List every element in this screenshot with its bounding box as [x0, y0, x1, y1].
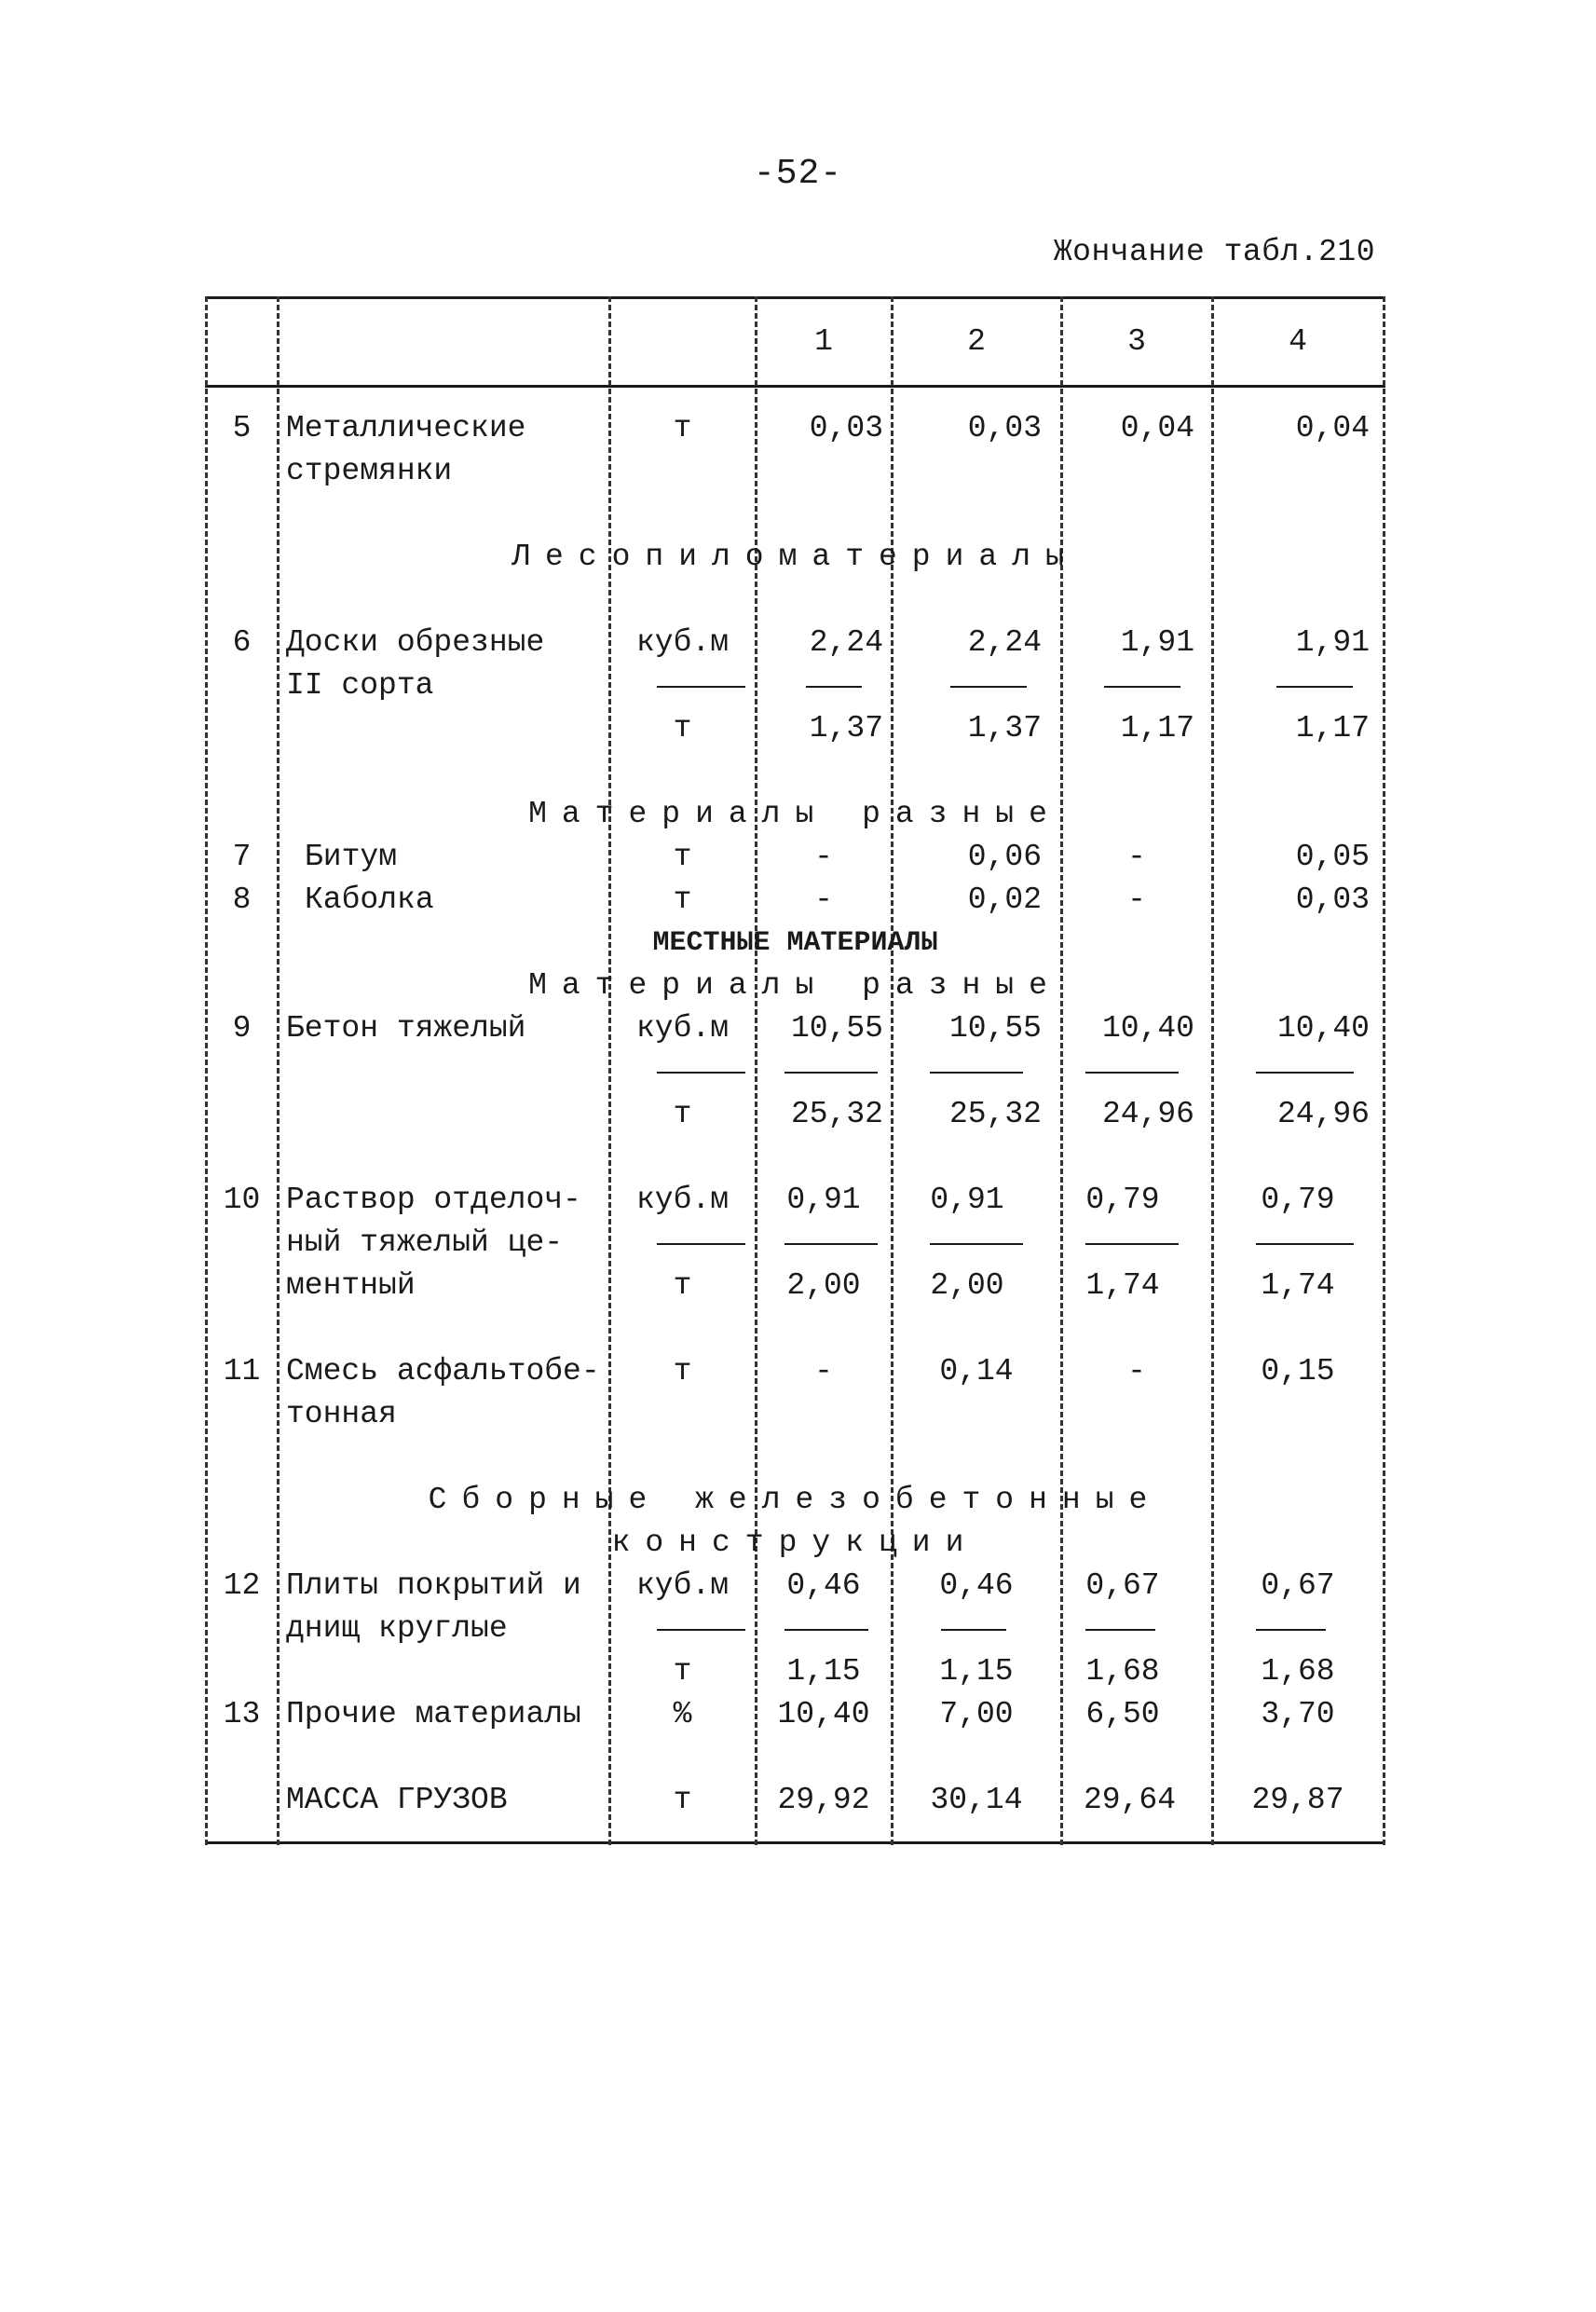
column-divider: [205, 296, 208, 1845]
fraction-bar: [930, 1072, 1023, 1074]
value-col-2: 1,37: [967, 711, 1042, 746]
section-heading: Материалы разные: [528, 797, 1062, 831]
row-number: 9: [232, 1011, 252, 1046]
value-col-1: 2,24: [809, 625, 883, 660]
value-col-1: -: [814, 882, 833, 917]
row-name: Прочие материалы: [286, 1697, 581, 1731]
value-col-1: 1,15: [786, 1654, 861, 1689]
fraction-bar: [657, 1629, 745, 1631]
value-col-2: 10,55: [948, 1011, 1042, 1046]
section-heading: МЕСТНЫЕ МАТЕРИАЛЫ: [652, 927, 938, 959]
value-col-4: 10,40: [1276, 1011, 1370, 1046]
fraction-bar: [1104, 686, 1180, 688]
value-col-2: 2,00: [930, 1268, 1004, 1303]
value-col-4: 0,04: [1295, 411, 1370, 445]
row-number: 12: [223, 1568, 261, 1603]
section-heading: Сборные железобетонные: [428, 1483, 1163, 1517]
value-col-4: 1,91: [1295, 625, 1370, 660]
column-divider: [608, 296, 611, 1845]
fraction-bar: [1085, 1243, 1179, 1245]
row-name: Смесь асфальтобе-: [286, 1354, 600, 1389]
value-col-1: 10,40: [777, 1697, 870, 1731]
row-name: Каболка: [305, 882, 434, 917]
value-col-4: 0,67: [1261, 1568, 1335, 1603]
row-number: 11: [223, 1354, 261, 1389]
header-col-3: 3: [1127, 324, 1146, 359]
fraction-bar: [1276, 686, 1353, 688]
value-col-3: 1,68: [1085, 1654, 1160, 1689]
value-col-4: 0,79: [1261, 1183, 1335, 1217]
value-col-1: 0,03: [809, 411, 883, 445]
column-divider: [277, 296, 280, 1845]
materials-table: [205, 296, 1385, 1862]
fraction-bar: [657, 686, 745, 688]
column-divider: [891, 296, 893, 1845]
row-unit: %: [673, 1697, 692, 1731]
value-col-2: 0,03: [967, 411, 1042, 445]
row-name: II сорта: [286, 668, 434, 703]
section-heading: конструкции: [611, 1525, 979, 1560]
value-col-3: 0,79: [1085, 1183, 1160, 1217]
value-col-1: 0,46: [786, 1568, 861, 1603]
row-number: 8: [232, 882, 252, 917]
row-unit: т: [673, 840, 692, 874]
header-col-2: 2: [967, 324, 986, 359]
fraction-bar: [784, 1072, 878, 1074]
row-name: Металлические: [286, 411, 526, 445]
header-bottom-rule: [205, 385, 1385, 388]
table-bottom-rule: [205, 1841, 1385, 1844]
value-col-4: 1,17: [1295, 711, 1370, 746]
row-number: 10: [223, 1183, 261, 1217]
column-divider: [1060, 296, 1063, 1845]
value-col-2: 0,02: [967, 882, 1042, 917]
total-col-3: 29,64: [1083, 1783, 1177, 1817]
value-col-1: 10,55: [790, 1011, 883, 1046]
value-col-3: 10,40: [1101, 1011, 1194, 1046]
value-col-3: -: [1127, 882, 1146, 917]
value-col-1: -: [814, 1354, 833, 1389]
total-mass-label: МАССА ГРУЗОВ: [286, 1783, 508, 1817]
row-unit: т: [673, 411, 692, 445]
value-col-3: 1,91: [1120, 625, 1194, 660]
value-col-3: 0,04: [1120, 411, 1194, 445]
section-heading: Материалы разные: [528, 968, 1062, 1003]
table-top-rule: [205, 296, 1385, 299]
fraction-bar: [784, 1243, 878, 1245]
value-col-4: 0,03: [1295, 882, 1370, 917]
value-col-2: 7,00: [939, 1697, 1014, 1731]
column-divider: [1383, 296, 1385, 1845]
fraction-bar: [1085, 1072, 1179, 1074]
fraction-bar: [806, 686, 862, 688]
value-col-1: 2,00: [786, 1268, 861, 1303]
row-unit: т: [673, 1783, 692, 1817]
value-col-2: 1,15: [939, 1654, 1014, 1689]
row-name: Плиты покрытий и: [286, 1568, 581, 1603]
row-number: 7: [232, 840, 252, 874]
row-unit: куб.м: [635, 1568, 730, 1603]
fraction-bar: [784, 1629, 868, 1631]
row-number: 5: [232, 411, 252, 445]
value-col-1: 1,37: [809, 711, 883, 746]
table-continuation-label: Жончание табл.210: [1053, 235, 1375, 269]
total-col-4: 29,87: [1251, 1783, 1344, 1817]
value-col-4: 0,15: [1261, 1354, 1335, 1389]
value-col-2: 0,46: [939, 1568, 1014, 1603]
fraction-bar: [930, 1243, 1023, 1245]
value-col-2: 0,06: [967, 840, 1042, 874]
row-number: 6: [232, 625, 252, 660]
row-name: ментный: [286, 1268, 416, 1303]
column-divider: [1211, 296, 1214, 1845]
row-unit: т: [673, 1097, 692, 1131]
fraction-bar: [950, 686, 1027, 688]
value-col-2: 2,24: [967, 625, 1042, 660]
value-col-1: 0,91: [786, 1183, 861, 1217]
value-col-2: 0,14: [939, 1354, 1014, 1389]
row-unit: т: [673, 1268, 692, 1303]
row-name: днищ круглые: [286, 1611, 508, 1646]
header-col-4: 4: [1289, 324, 1307, 359]
value-col-1: 25,32: [790, 1097, 883, 1131]
value-col-1: -: [814, 840, 833, 874]
value-col-3: -: [1127, 840, 1146, 874]
value-col-4: 0,05: [1295, 840, 1370, 874]
value-col-2: 25,32: [948, 1097, 1042, 1131]
fraction-bar: [1256, 1243, 1354, 1245]
value-col-3: 24,96: [1101, 1097, 1194, 1131]
value-col-2: 0,91: [930, 1183, 1004, 1217]
total-col-2: 30,14: [930, 1783, 1023, 1817]
column-divider: [755, 296, 757, 1845]
row-name: Раствор отделоч-: [286, 1183, 581, 1217]
value-col-4: 24,96: [1276, 1097, 1370, 1131]
row-unit: куб.м: [635, 1183, 730, 1217]
section-heading: Лесопиломатериалы: [512, 540, 1079, 574]
row-unit: т: [673, 882, 692, 917]
value-col-4: 3,70: [1261, 1697, 1335, 1731]
row-number: 13: [223, 1697, 261, 1731]
row-unit: т: [673, 711, 692, 746]
fraction-bar: [1085, 1629, 1155, 1631]
value-col-4: 1,74: [1261, 1268, 1335, 1303]
row-name: Битум: [305, 840, 398, 874]
value-col-3: 0,67: [1085, 1568, 1160, 1603]
value-col-3: 1,17: [1120, 711, 1194, 746]
page-number: -52-: [753, 154, 843, 194]
row-unit: т: [673, 1354, 692, 1389]
row-name: ный тяжелый це-: [286, 1225, 564, 1260]
fraction-bar: [941, 1629, 1006, 1631]
value-col-4: 1,68: [1261, 1654, 1335, 1689]
fraction-bar: [657, 1243, 745, 1245]
value-col-3: -: [1127, 1354, 1146, 1389]
row-unit: куб.м: [635, 625, 730, 660]
row-name: стремянки: [286, 454, 453, 488]
header-col-1: 1: [814, 324, 833, 359]
fraction-bar: [1256, 1629, 1326, 1631]
fraction-bar: [1256, 1072, 1354, 1074]
total-col-1: 29,92: [777, 1783, 870, 1817]
row-name: тонная: [286, 1397, 397, 1431]
row-unit: куб.м: [635, 1011, 730, 1046]
row-name: Бетон тяжелый: [286, 1011, 526, 1046]
fraction-bar: [657, 1072, 745, 1074]
row-name: Доски обрезные: [286, 625, 545, 660]
value-col-3: 6,50: [1085, 1697, 1160, 1731]
value-col-3: 1,74: [1085, 1268, 1160, 1303]
row-unit: т: [673, 1654, 692, 1689]
